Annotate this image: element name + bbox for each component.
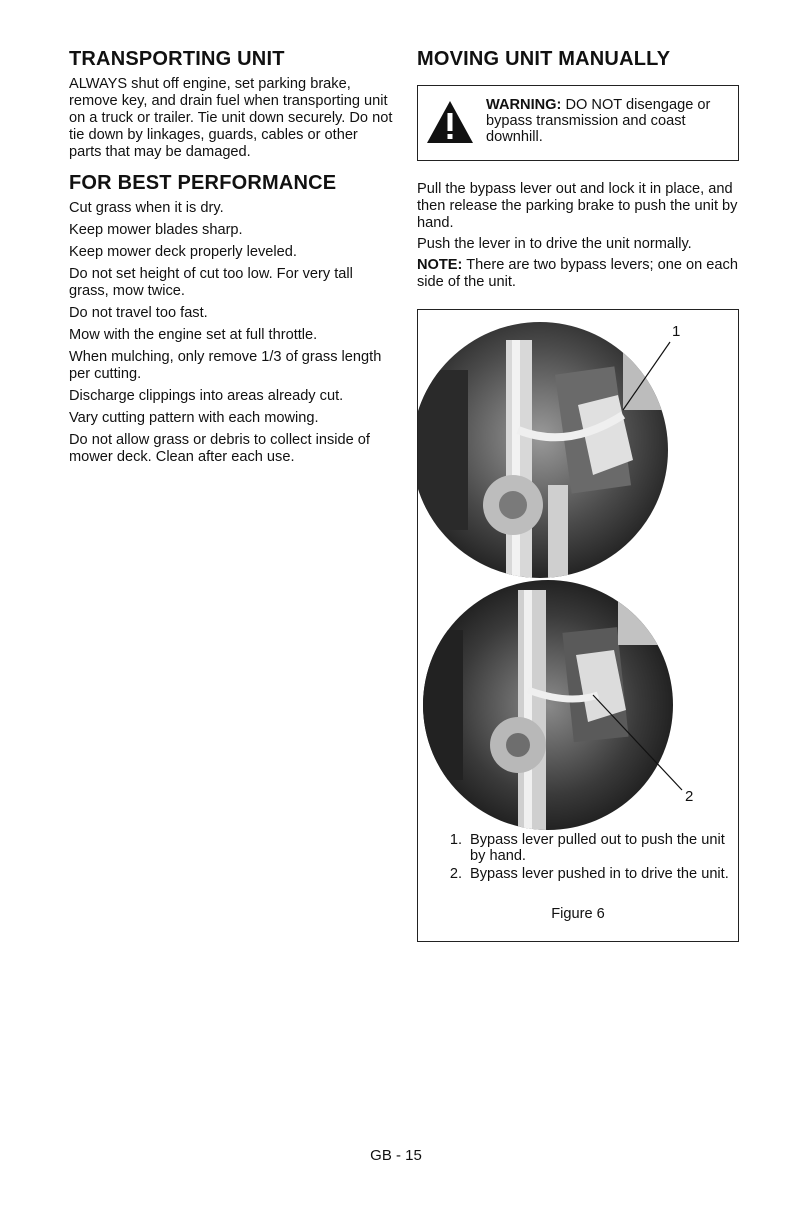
callout-1: 1 <box>672 323 681 340</box>
tip-item: Do not set height of cut too low. For very tall grass, mow twice. <box>69 266 353 299</box>
drive-instruction: Push the lever in to drive the unit normally. <box>417 236 692 252</box>
tip-item: Do not travel too fast. <box>69 305 208 321</box>
tip-item: Discharge clippings into areas already cut. <box>69 388 344 404</box>
best-performance-section <box>69 172 394 466</box>
caption-number: 1. <box>449 832 462 848</box>
figure-captions <box>440 832 730 884</box>
note-text: There are two bypass levers; one on each side of the unit. <box>417 257 738 290</box>
tip-item: Vary cutting pattern with each mowing. <box>69 410 319 426</box>
page-number: GB - 15 <box>370 1147 422 1164</box>
transporting-unit-heading: TRANSPORTING UNIT <box>69 48 285 70</box>
warning-label: WARNING: <box>486 97 562 113</box>
bypass-lever-photos <box>418 310 738 830</box>
right-column <box>417 48 739 295</box>
warning-message: DO NOT disengage or bypass transmission and coast downhill. <box>486 97 711 145</box>
tip-item: Mow with the engine set at full throttle. <box>69 327 318 343</box>
tip-item: Do not allow grass or debris to collect inside of mower deck. Clean after each use. <box>69 432 370 465</box>
caption-number: 2. <box>449 866 462 882</box>
callout-2: 2 <box>685 788 694 805</box>
caption-item <box>440 866 730 882</box>
note-paragraph <box>417 257 739 291</box>
moving-unit-heading: MOVING UNIT MANUALLY <box>417 48 671 70</box>
lever-pulled-out-photo <box>418 322 668 590</box>
lever-pushed-in-photo <box>418 580 673 830</box>
note-label: NOTE: <box>417 257 463 273</box>
caption-text: Bypass lever pulled out to push the unit by hand. <box>470 832 725 864</box>
warning-text <box>486 97 731 145</box>
transporting-unit-body: ALWAYS shut off engine, set parking brake, remove key, and drain fuel when transporting unit on a truck or trailer. Tie unit down securely. Do not tie down by linkages, guards, cables or other parts that may be damaged. <box>69 76 393 160</box>
figure-6-box <box>417 309 739 942</box>
tip-item: Cut grass when it is dry. <box>69 200 224 216</box>
warning-triangle-icon <box>426 100 474 144</box>
tip-item: Keep mower blades sharp. <box>69 222 243 238</box>
warning-box <box>417 85 739 161</box>
tip-item: When mulching, only remove 1/3 of grass length per cutting. <box>69 349 382 382</box>
figure-label: Figure 6 <box>551 906 605 922</box>
caption-item <box>440 832 730 864</box>
tip-item: Keep mower deck properly leveled. <box>69 244 297 260</box>
bypass-instruction: Pull the bypass lever out and lock it in place, and then release the parking brake to push the unit by hand. <box>417 181 738 231</box>
left-column <box>69 48 394 471</box>
best-performance-heading: FOR BEST PERFORMANCE <box>69 172 337 194</box>
caption-text: Bypass lever pushed in to drive the unit. <box>470 866 729 882</box>
